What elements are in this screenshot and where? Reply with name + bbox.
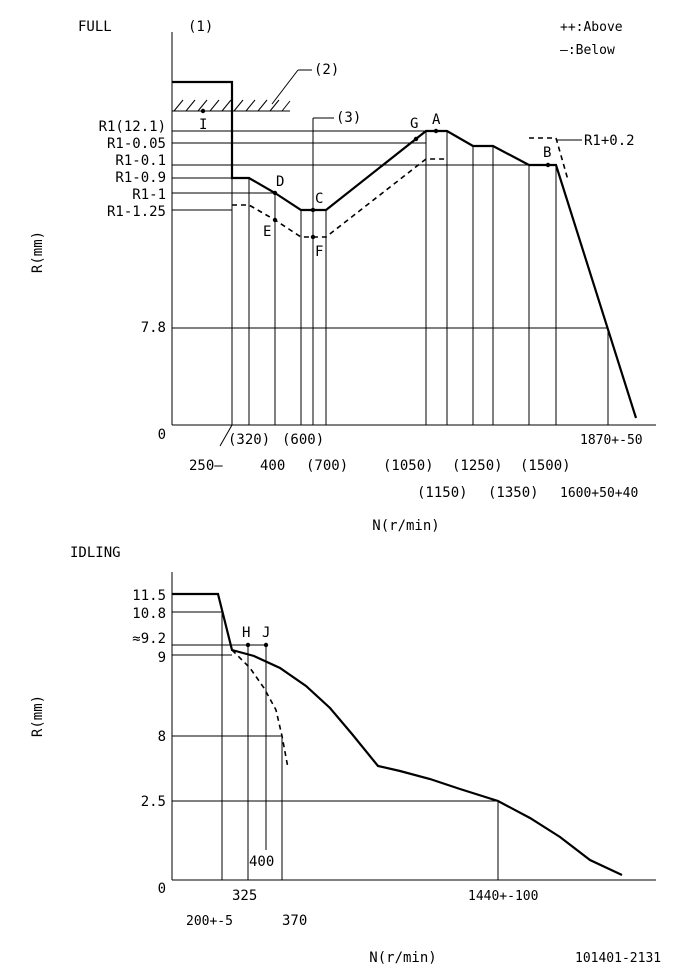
idle-r-label-0: 0 [157, 881, 166, 897]
idle-r-label-11.5: 11.5 [132, 588, 166, 604]
idle-r-label-9: 9 [157, 650, 166, 666]
point-C: C [315, 191, 324, 207]
idle-solid-curve [172, 594, 622, 875]
idling-title: IDLING [70, 545, 121, 561]
n-label-1870: 1870+-50 [580, 433, 643, 448]
idle-r-label-9.2: ≈9.2 [132, 631, 166, 647]
idle-r-label-8: 8 [157, 729, 166, 745]
full-solid-curve [172, 82, 636, 418]
r-label-r1-0.9: R1-0.9 [115, 170, 166, 186]
note-2: (2) [314, 62, 340, 78]
idle-n-label-400: 400 [249, 854, 275, 870]
idle-r-label-10.8: 10.8 [132, 606, 166, 622]
n-label-250: 250— [189, 458, 223, 474]
idle-vertical-lines [222, 612, 498, 880]
idle-r-label-2.5: 2.5 [140, 794, 166, 810]
r-label-r1-1.25: R1-1.25 [106, 204, 166, 220]
note-1: (1) [188, 19, 214, 35]
idle-n-label-370: 370 [282, 913, 308, 929]
legend-below: —:Below [560, 43, 615, 58]
r-label-r1: R1(12.1) [98, 119, 166, 135]
r-label-7.8: 7.8 [140, 320, 166, 336]
idle-n-label-200: 200+-5 [186, 914, 233, 929]
n-label-1150: (1150) [417, 485, 468, 501]
full-title: FULL [78, 19, 112, 35]
r-label-r1-1: R1-1 [132, 187, 166, 203]
point-G: G [410, 116, 419, 132]
n-label-600: (600) [282, 432, 325, 448]
note-3: (3) [336, 110, 362, 126]
n-label-320: (320) [228, 432, 271, 448]
r-plus-label: R1+0.2 [584, 133, 635, 149]
n-label-1250: (1250) [452, 458, 503, 474]
n-label-1600: 1600+50+40 [560, 486, 639, 501]
n-label-700: (700) [306, 458, 349, 474]
n-label-1350: (1350) [488, 485, 539, 501]
point-H: H [242, 625, 251, 641]
point-I: I [199, 117, 208, 133]
drawing-code: 101401-2131 [575, 951, 662, 966]
idle-n-label-1440: 1440+-100 [468, 889, 539, 904]
n-label-1050: (1050) [383, 458, 434, 474]
full-stopper-hatch [172, 70, 312, 111]
full-y-label: R(mm) [30, 230, 46, 274]
n-label-400: 400 [260, 458, 286, 474]
idle-reference-lines [172, 612, 498, 801]
idle-n-label-325: 325 [232, 888, 258, 904]
r-label-r1-0.05: R1-0.05 [106, 136, 166, 152]
full-x-label: N(r/min) [372, 518, 440, 534]
n-label-1500: (1500) [520, 458, 571, 474]
r-label-r1-0.1: R1-0.1 [115, 153, 166, 169]
legend-above: ++:Above [560, 20, 623, 35]
idle-y-label: R(mm) [30, 694, 46, 738]
idle-x-label: N(r/min) [369, 950, 437, 966]
point-E: E [263, 224, 272, 240]
point-J: J [262, 625, 271, 641]
r-label-0: 0 [157, 427, 166, 443]
point-D: D [276, 174, 285, 190]
point-B: B [543, 145, 552, 161]
point-F: F [315, 244, 324, 260]
point-A: A [432, 112, 441, 128]
full-point-markers [201, 109, 550, 239]
